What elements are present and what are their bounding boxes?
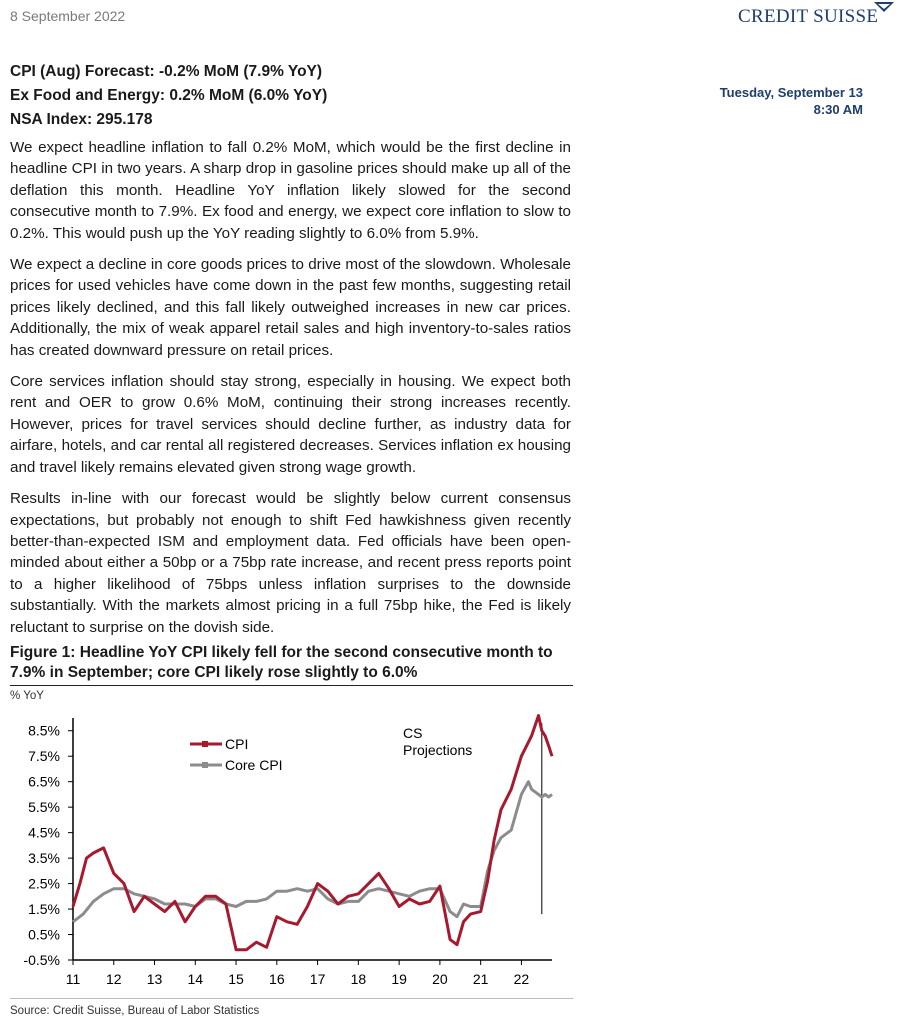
y-tick-label: 2.5% [28, 875, 60, 892]
annotation-label: Projections [403, 742, 473, 758]
report-date: 8 September 2022 [10, 8, 126, 24]
x-tick-label: 21 [472, 971, 489, 987]
x-tick-label: 22 [513, 971, 530, 987]
y-tick-label: 1.5% [28, 901, 60, 918]
sail-icon [872, 0, 896, 20]
forecast-headline [10, 60, 327, 132]
y-axis-unit: % YoY [10, 690, 44, 702]
x-tick-label: 19 [391, 971, 407, 987]
x-tick-label: 18 [350, 971, 367, 987]
x-tick-label: 11 [65, 971, 81, 987]
headline-core-forecast: Ex Food and Energy: 0.2% MoM (6.0% YoY) [10, 87, 328, 104]
release-day: Tuesday, September 13 [719, 85, 863, 100]
brand-wordmark: CREDIT SUISSE [738, 6, 879, 27]
credit-suisse-logo [738, 2, 898, 32]
y-tick-label: 5.5% [28, 799, 60, 816]
x-tick-label: 15 [228, 971, 244, 987]
y-tick-label: 4.5% [28, 824, 60, 841]
cpi-line [73, 716, 552, 950]
paragraph: Core services inflation should stay strong, especially in housing. We expect both rent and OER to grow 0.6% MoM, continuing their strong increases recently. However, prices for travel services should decline further, as industry data for airfare, hotels, and car rental all registered decreases. Services inflation ex housing and travel likely remains elevated given strong wage growth. [10, 373, 571, 476]
y-tick-label: 8.5% [28, 722, 60, 739]
legend-label-cpi: CPI [225, 736, 249, 752]
y-tick-label: 0.5% [28, 926, 60, 943]
release-hour: 8:30 AM [813, 102, 863, 117]
paragraph: We expect a decline in core goods prices to drive most of the slowdown. Wholesale prices for used vehicles have come down in the past few months, suggesting retail prices likely declined, and this fall likely outweighed increases in new car prices. Additionally, the mix of weak apparel retail sales and high inventory-to-sales ratios has created downward pressure on retail prices. [10, 256, 571, 359]
paragraph: We expect headline inflation to fall 0.2% MoM, which would be the first decline in headline CPI in two years. A sharp drop in gasoline prices should make up all of the deflation this month. Headline YoY inflation likely slowed for the second consecutive month to 7.9%. Ex food and energy, we expect core inflation to slow to 0.2%. This would push up the YoY reading slightly to 6.0% from 5.9%. [10, 139, 571, 242]
core-cpi-line [73, 782, 552, 922]
headline-cpi-forecast: CPI (Aug) Forecast: -0.2% MoM (7.9% YoY) [10, 63, 323, 80]
y-tick-label: 6.5% [28, 773, 60, 790]
legend-marker-core-cpi [202, 762, 208, 768]
legend-label-core-cpi: Core CPI [225, 757, 283, 773]
cpi-line-chart [0, 700, 580, 992]
y-tick-label: 3.5% [28, 850, 60, 867]
x-tick-label: 20 [432, 971, 448, 987]
y-tick-label: 7.5% [28, 748, 60, 765]
commentary [10, 137, 571, 648]
x-tick-label: 13 [146, 971, 163, 987]
x-tick-label: 12 [105, 971, 122, 987]
figure-title: Figure 1: Headline YoY CPI likely fell for the second consecutive month to 7.9% in September; core CPI likely rose slightly to 6.0% [10, 643, 573, 686]
headline-nsa-index: NSA Index: 295.178 [10, 111, 153, 128]
x-tick-label: 17 [309, 971, 326, 987]
source-note: Source: Credit Suisse, Bureau of Labor Statistics [10, 998, 573, 1017]
legend-marker-cpi [202, 741, 208, 747]
x-tick-label: 16 [269, 971, 285, 987]
annotation-label: CS [403, 725, 423, 741]
y-tick-label: -0.5% [23, 952, 60, 968]
paragraph: Results in-line with our forecast would be slightly below current consensus expectations, but probably not enough to shift Fed hawkishness given recently better-than-expected ISM and employment data. Fed officials have been open-minded about either a 50bp or a 75bp rate increase, and recent press reports point to a higher likelihood of 75bps unless inflation surprises to the downside substantially. With the markets almost pricing in a full 75bp hike, the Fed is likely reluctant to surprise on the dovish side. [10, 490, 571, 636]
x-tick-label: 14 [187, 971, 204, 987]
release-time [720, 84, 863, 118]
